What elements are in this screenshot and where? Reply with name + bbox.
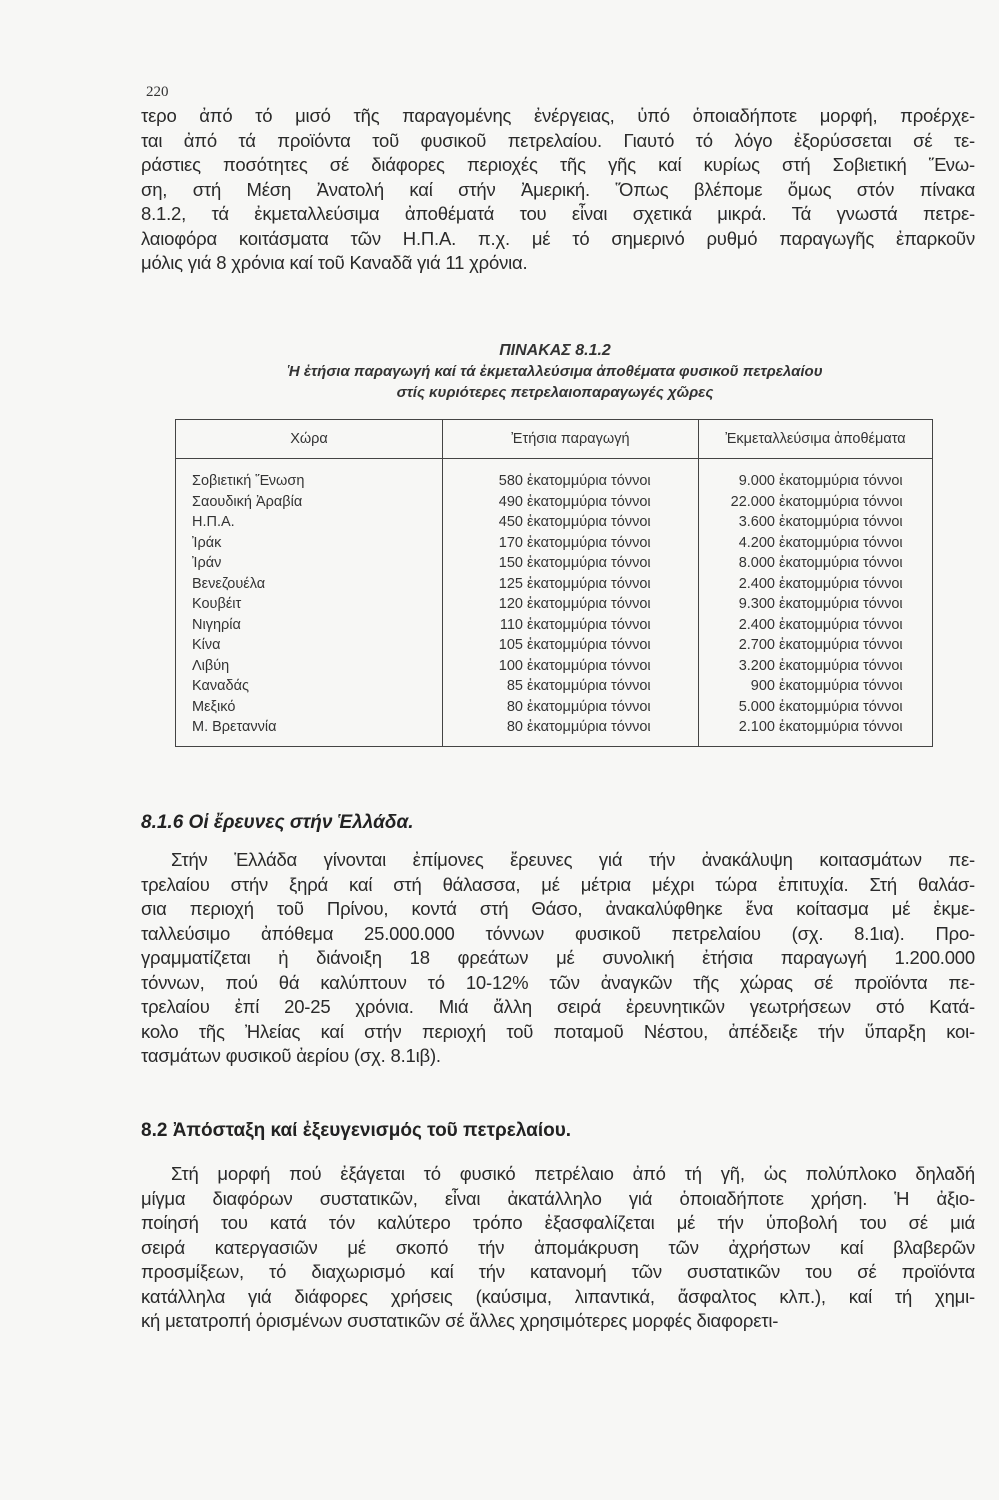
unit-label: ἑκατομμύρια τόννοι	[527, 575, 651, 592]
cell-reserves	[699, 553, 933, 574]
reserves-value: 3.600	[738, 514, 775, 530]
paragraph-intro	[141, 104, 975, 276]
page-number: 220	[146, 84, 169, 100]
table-row	[176, 459, 933, 492]
cell-country: Ἰράν	[176, 553, 443, 574]
cell-reserves	[699, 615, 933, 636]
unit-label: ἑκατομμύρια τόννοι	[527, 637, 651, 653]
table-row	[176, 697, 933, 718]
text-line: ράστιες ποσότητες σέ διάφορες περιοχές τῆς γῆς καί κυρίως στή Σοβιετική Ἕνω-	[141, 154, 975, 175]
text-line: τερο ἀπό τό μισό τῆς παραγομένης ἐνέργειας, ὑπό ὁποιαδήποτε μορφή, προέρχε-	[141, 105, 975, 126]
cell-country: Κουβέιτ	[176, 594, 443, 615]
table-caption	[170, 340, 940, 403]
unit-label: ἑκατομμύρια τόννοι	[779, 637, 903, 653]
cell-country: Η.Π.Α.	[176, 512, 443, 533]
production-value: 580	[498, 473, 523, 489]
cell-production	[443, 492, 699, 513]
table-row	[176, 594, 933, 615]
unit-label: ἑκατομμύρια τόννοι	[779, 698, 903, 715]
table-row	[176, 574, 933, 595]
cell-production	[443, 615, 699, 636]
unit-label: ἑκατομμύρια τόννοι	[527, 698, 651, 715]
production-value: 450	[498, 514, 523, 530]
unit-label: ἑκατομμύρια τόννοι	[779, 596, 903, 612]
text-line: κολο τῆς Ἠλείας καί στήν περιοχή τοῦ ποταμοῦ Νέστου, ἀπέδειξε τήν ὕπαρξη κοι-	[141, 1020, 975, 1042]
cell-reserves	[699, 594, 933, 615]
unit-label: ἑκατομμύρια τόννοι	[527, 473, 651, 489]
unit-label: ἑκατομμύρια τόννοι	[527, 493, 651, 510]
cell-country: Καναδάς	[176, 676, 443, 697]
text-line: ται ἀπό τά προϊόντα τοῦ φυσικοῦ πετρελαίου. Γιαυτό τό λόγο ἐξορύσσεται σέ τε-	[141, 129, 975, 151]
cell-reserves	[699, 533, 933, 554]
production-value: 110	[499, 616, 523, 633]
table-row	[176, 492, 933, 513]
cell-country: Μεξικό	[176, 697, 443, 718]
text-line: ποίησή του κατά τόν καλύτερο τρόπο ἐξασφαλίζεται μέ τήν ὑποβολή του σέ μιά	[141, 1212, 975, 1233]
table-row	[176, 512, 933, 533]
reserves-value: 900	[750, 678, 775, 694]
unit-label: ἑκατομμύρια τόννοι	[527, 657, 651, 674]
unit-label: ἑκατομμύρια τόννοι	[779, 514, 903, 530]
unit-label: ἑκατομμύρια τόννοι	[779, 493, 903, 510]
unit-label: ἑκατομμύρια τόννοι	[527, 534, 651, 551]
header-country: Χώρα	[176, 420, 443, 459]
cell-production	[443, 594, 699, 615]
cell-production	[443, 656, 699, 677]
reserves-value: 9.000	[738, 473, 775, 489]
header-reserves: Ἐκμεταλλεύσιμα ἀποθέματα	[699, 420, 933, 459]
paragraph-greece-research	[141, 848, 975, 1069]
cell-reserves	[699, 635, 933, 656]
text-line: ταλλεύσιμο ἀπόθεμα 25.000.000 τόννων φυσικοῦ πετρελαίου (σχ. 8.1ια). Προ-	[141, 922, 975, 944]
cell-reserves	[699, 676, 933, 697]
cell-reserves	[699, 512, 933, 533]
table-row	[176, 615, 933, 636]
cell-country: Σοβιετική Ἕνωση	[176, 459, 443, 492]
text-line: προσμίξεων, τό διαχωρισμό καί τήν κατανομή τῶν συστατικῶν του σέ προϊόντα	[141, 1261, 975, 1282]
text-line: ση, στή Μέση Ἀνατολή καί στήν Ἀμερική. Ὅπως βλέπομε ὅμως στόν πίνακα	[141, 178, 975, 200]
text-line: λαιοφόρα κοιτάσματα τῶν Η.Π.Α. π.χ. μέ τό σημερινό ρυθμό παραγωγῆς ἐπαρκοῦν	[141, 227, 975, 249]
production-value: 100	[498, 657, 523, 674]
cell-production	[443, 533, 699, 554]
text-line: μίγμα διαφόρων συστατικῶν, εἶναι ἀκατάλληλο γιά ὁποιαδήποτε χρήση. Ἡ ἀξιο-	[141, 1187, 975, 1209]
cell-production	[443, 512, 699, 533]
unit-label: ἑκατομμύρια τόννοι	[779, 473, 903, 489]
unit-label: ἑκατομμύρια τόννοι	[779, 534, 903, 551]
unit-label: ἑκατομμύρια τόννοι	[527, 616, 651, 633]
reserves-value: 4.200	[738, 534, 775, 551]
reserves-value: 2.100	[738, 719, 775, 735]
section-heading-8-2: 8.2 Ἀπόσταξη καί ἐξευγενισμός τοῦ πετρελαίου.	[141, 1120, 572, 1141]
text-line: κή μετατροπή ὁρισμένων συστατικῶν σέ ἄλλες χρησιμότερες μορφές διαφορετι-	[141, 1310, 779, 1331]
reserves-value: 22.000	[730, 493, 775, 510]
unit-label: ἑκατομμύρια τόννοι	[779, 719, 903, 735]
production-value: 150	[498, 555, 523, 571]
reserves-value: 2.700	[738, 637, 775, 653]
cell-country: Ἰράκ	[176, 533, 443, 554]
cell-country: Σαουδική Ἀραβία	[176, 492, 443, 513]
text-line: κατάλληλα γιά διάφορες χρήσεις (καύσιμα, λιπαντικά, ἄσφαλτος κλπ.), καί τή χημι-	[141, 1285, 975, 1307]
production-value: 120	[498, 596, 523, 612]
text-line: τασμάτων φυσικοῦ ἀερίου (σχ. 8.1ιβ).	[141, 1045, 441, 1066]
cell-country: Κίνα	[176, 635, 443, 656]
unit-label: ἑκατομμύρια τόννοι	[779, 657, 903, 674]
reserves-value: 2.400	[738, 575, 775, 592]
production-value: 170	[498, 534, 523, 551]
cell-reserves	[699, 492, 933, 513]
cell-production	[443, 553, 699, 574]
cell-production	[443, 635, 699, 656]
cell-reserves	[699, 459, 933, 492]
unit-label: ἑκατομμύρια τόννοι	[779, 678, 903, 694]
production-value: 85	[506, 678, 523, 694]
table-row	[176, 676, 933, 697]
table-header-row	[176, 420, 933, 459]
unit-label: ἑκατομμύρια τόννοι	[527, 514, 651, 530]
cell-production	[443, 459, 699, 492]
table-row	[176, 656, 933, 677]
text-line: σειρά κατεργασιῶν μέ σκοπό τήν ἀπομάκρυση τῶν ἀχρήστων καί βλαβερῶν	[141, 1236, 975, 1258]
cell-country: Λιβύη	[176, 656, 443, 677]
cell-reserves	[699, 717, 933, 746]
section-heading-8-1-6: 8.1.6 Οἱ ἔρευνες στήν Ἑλλάδα.	[141, 812, 414, 833]
cell-reserves	[699, 697, 933, 718]
production-value: 80	[506, 698, 523, 715]
unit-label: ἑκατομμύρια τόννοι	[779, 575, 903, 592]
cell-reserves	[699, 574, 933, 595]
unit-label: ἑκατομμύρια τόννοι	[527, 555, 651, 571]
table-row	[176, 553, 933, 574]
cell-country: Βενεζουέλα	[176, 574, 443, 595]
oil-production-table	[175, 419, 933, 747]
paragraph-distillation	[141, 1162, 975, 1334]
cell-reserves	[699, 656, 933, 677]
table-row	[176, 533, 933, 554]
reserves-value: 5.000	[738, 698, 775, 715]
cell-country: Νιγηρία	[176, 615, 443, 636]
text-line: τρελαίου ἐπί 20-25 χρόνια. Μιά ἄλλη σειρά ἐρευνητικῶν γεωτρήσεων στό Κατά-	[141, 996, 975, 1017]
text-line: γραμματίζεται ἡ διάνοιξη 18 φρεάτων μέ συνολική ἐτήσια παραγωγή 1.200.000	[141, 947, 975, 968]
table-caption-line: Ἡ ἐτήσια παραγωγή καί τά ἐκμεταλλεύσιμα ἀποθέματα φυσικοῦ πετρελαίου	[287, 363, 823, 380]
text-line: μόλις γιά 8 χρόνια καί τοῦ Καναδᾶ γιά 11 χρόνια.	[141, 252, 528, 273]
reserves-value: 3.200	[738, 657, 775, 674]
unit-label: ἑκατομμύρια τόννοι	[527, 596, 651, 612]
table-row	[176, 717, 933, 746]
cell-production	[443, 717, 699, 746]
cell-production	[443, 574, 699, 595]
text-line: τρελαίου στήν ξηρά καί στή θάλασσα, μέ μέτρια μέχρι τώρα ἐπιτυχία. Στή θαλάσ-	[141, 873, 975, 895]
reserves-value: 9.300	[738, 596, 775, 612]
text-line: 8.1.2, τά ἐκμεταλλεύσιμα ἀποθέματά του εἶναι σχετικά μικρά. Τά γνωστά πετρε-	[141, 203, 975, 224]
reserves-value: 2.400	[738, 616, 775, 633]
cell-country: Μ. Βρεταννία	[176, 717, 443, 746]
production-value: 105	[498, 637, 523, 653]
cell-production	[443, 697, 699, 718]
table-label: ΠΙΝΑΚΑΣ 8.1.2	[499, 342, 611, 359]
table-row	[176, 635, 933, 656]
unit-label: ἑκατομμύρια τόννοι	[527, 719, 651, 735]
cell-production	[443, 676, 699, 697]
unit-label: ἑκατομμύρια τόννοι	[779, 616, 903, 633]
text-line: σια περιοχή τοῦ Πρίνου, κοντά στή Θάσο, ἀνακαλύφθηκε ἕνα κοίτασμα μέ ἐκμε-	[141, 898, 975, 919]
text-line: τόννων, πού θά καλύπτουν τό 10-12% τῶν ἀναγκῶν τῆς χώρας σέ προϊόντα πε-	[141, 971, 975, 993]
header-production: Ἐτήσια παραγωγή	[443, 420, 699, 459]
reserves-value: 8.000	[738, 555, 775, 571]
text-line: Στήν Ἑλλάδα γίνονται ἐπίμονες ἔρευνες γιά τήν ἀνακάλυψη κοιτασμάτων πε-	[171, 849, 975, 870]
production-value: 490	[498, 493, 523, 510]
text-line: Στή μορφή πού ἐξάγεται τό φυσικό πετρέλαιο ἀπό τή γῆ, ὡς πολύπλοκο δηλαδή	[171, 1163, 975, 1184]
unit-label: ἑκατομμύρια τόννοι	[527, 678, 651, 694]
table-caption-line: στίς κυριότερες πετρελαιοπαραγωγές χῶρες	[396, 384, 714, 401]
production-value: 125	[498, 575, 523, 592]
unit-label: ἑκατομμύρια τόννοι	[779, 555, 903, 571]
production-value: 80	[506, 719, 523, 735]
